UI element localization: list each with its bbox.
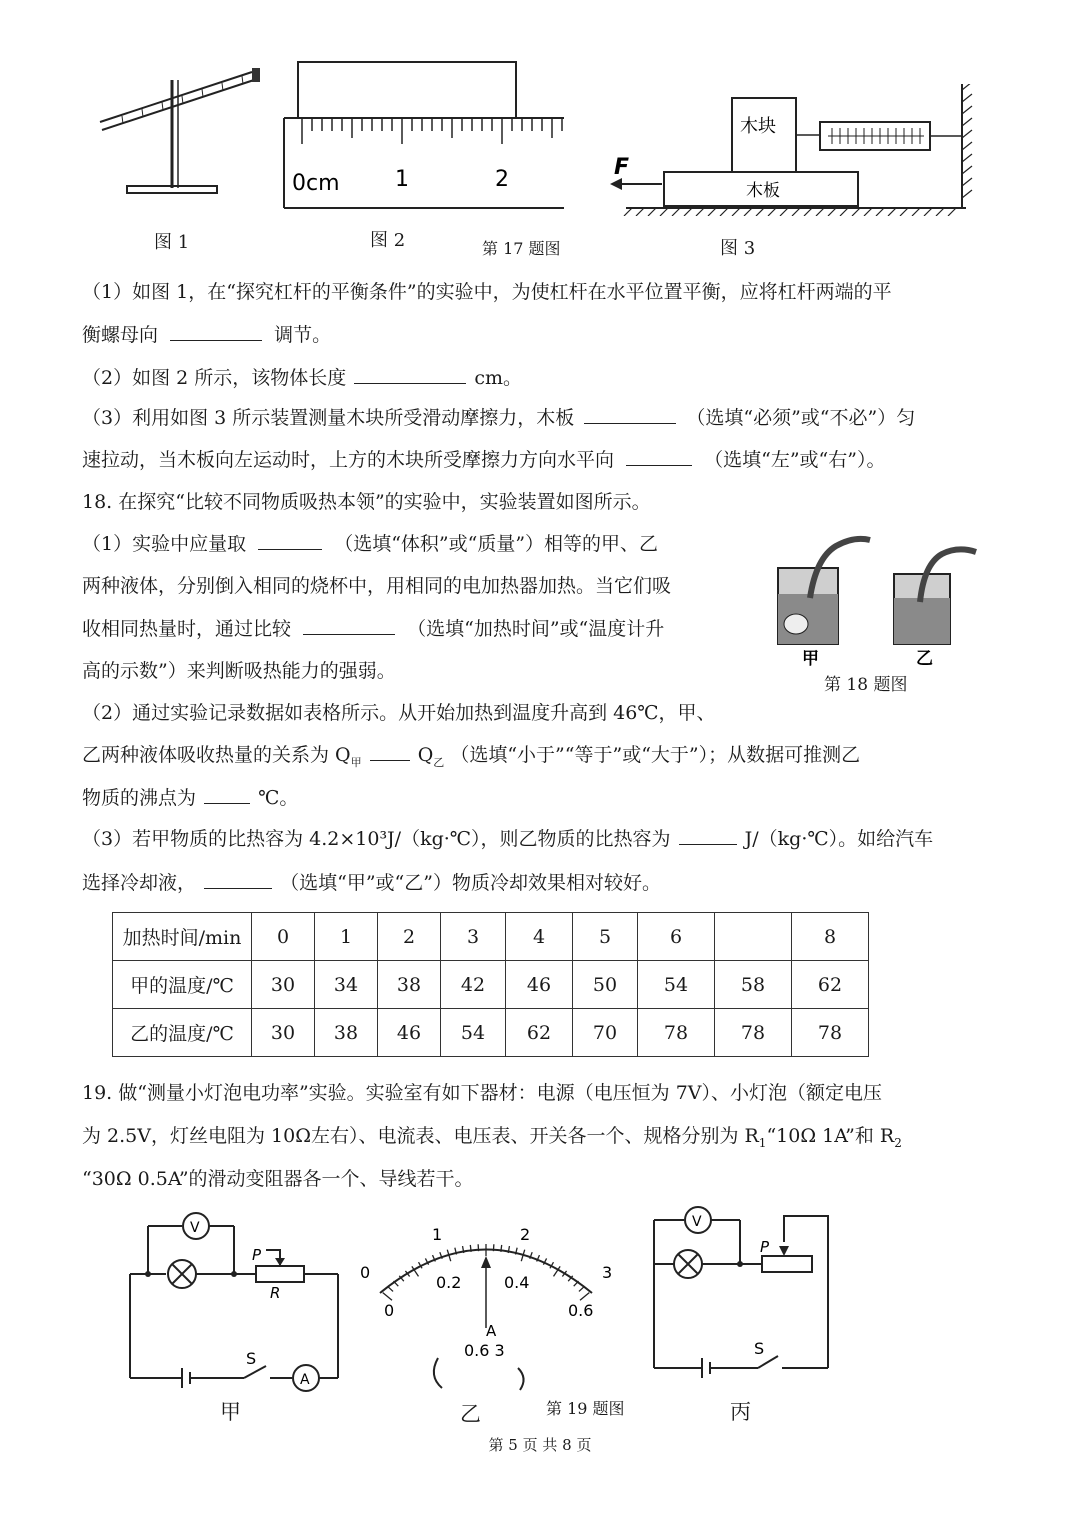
q18-part1-line1	[82, 531, 658, 557]
q18-part2-q: Q	[417, 744, 434, 766]
q18-part2-line1: （2）通过实验记录数据如表格所示。从开始加热到温度升高到 46℃，甲、	[82, 702, 716, 724]
q18-part1-options: （选填“体积”或“质量”）相等的甲、乙	[334, 533, 659, 555]
dial-terminals: 0.6 3	[464, 1341, 505, 1360]
table-cell: 62	[792, 961, 869, 1009]
q18-part2-answer-blank-2[interactable]	[204, 785, 250, 804]
fig19-b-label: 乙	[460, 1402, 481, 1426]
q18-part3-line1	[82, 826, 933, 852]
switch-label: S	[754, 1339, 765, 1358]
heating-data-table	[112, 912, 869, 1057]
q18-part3-text: （3）若甲物质的比热容为 4.2×10³J/（kg·℃），则乙物质的比热容为	[82, 828, 671, 850]
circuit-a	[120, 1212, 360, 1402]
table-cell: 42	[441, 961, 506, 1009]
q18-part3-answer-blank-2[interactable]	[204, 870, 272, 889]
ammeter-dial	[352, 1218, 622, 1398]
q18-part2-text-3: 物质的沸点为	[82, 787, 197, 809]
rheostat-label: R	[270, 1284, 281, 1302]
table-cell: 3	[441, 913, 506, 961]
table-cell: 8	[792, 913, 869, 961]
q17-part2-answer-blank[interactable]	[354, 365, 466, 384]
dial-top-tick: 3	[602, 1263, 613, 1282]
table-cell: 78	[715, 1009, 792, 1057]
q18-part3-answer-blank-1[interactable]	[679, 826, 737, 845]
table-cell: 30	[252, 1009, 315, 1057]
table-header-cell: 加热时间/min	[113, 913, 252, 961]
table-cell: 38	[315, 1009, 378, 1057]
q17-part3-text-2: 速拉动，当木板向左运动时，上方的木块所受摩擦力方向水平向	[82, 449, 615, 471]
table-cell: 70	[573, 1009, 638, 1057]
force-label: F	[614, 155, 630, 180]
q17-part3-answer-blank-2[interactable]	[626, 447, 692, 466]
dial-top-tick: 1	[432, 1225, 443, 1244]
ammeter-label: A	[300, 1372, 310, 1388]
slider-p-label: P	[760, 1238, 770, 1256]
q18-part1-options-2: （选填“加热时间”或“温度计升	[407, 618, 665, 640]
q18-part3-text-2: 选择冷却液，	[82, 872, 197, 894]
q18-part3-unit: J/（kg·℃）。如给汽车	[744, 828, 934, 850]
dial-unit-label: A	[486, 1322, 497, 1340]
fig19-a-label: 甲	[220, 1400, 241, 1424]
circuit-c	[632, 1202, 862, 1392]
ruler-one-label: 1	[395, 167, 409, 192]
q17-part3-options-2: （选填“左”或“右”）。	[704, 449, 886, 471]
fig19-c-label: 丙	[730, 1400, 751, 1424]
table-cell: 38	[378, 961, 441, 1009]
block-label: 木块	[740, 116, 776, 137]
table-header-cell: 乙的温度/℃	[113, 1009, 252, 1057]
q17-part3-answer-blank-1[interactable]	[584, 405, 676, 424]
table-cell: 50	[573, 961, 638, 1009]
table-cell: 78	[638, 1009, 715, 1057]
q18-q-a-subscript: 甲	[350, 755, 362, 769]
table-cell: 30	[252, 961, 315, 1009]
q18-part1-line2: 两种液体，分别倒入相同的烧杯中，用相同的电加热器加热。当它们吸	[82, 575, 672, 597]
q18-part1-line4: 高的示数”）来判断吸热能力的强弱。	[82, 660, 396, 682]
table-cell: 2	[378, 913, 441, 961]
table-cell: 1	[315, 913, 378, 961]
q17-part1-answer-blank[interactable]	[170, 322, 262, 341]
table-cell: 78	[792, 1009, 869, 1057]
q18-part2-line2	[82, 742, 860, 776]
table-header-cell: 甲的温度/℃	[113, 961, 252, 1009]
q18-part2-options: （选填“小于”“等于”或“大于”）；从数据可推测乙	[450, 744, 861, 766]
q18-q-b-subscript: 乙	[433, 755, 445, 769]
fig17-2-ruler	[282, 58, 567, 216]
table-cell: 6	[638, 913, 715, 961]
q17-part2-unit: cm。	[474, 367, 523, 389]
table-cell: 0	[252, 913, 315, 961]
page-footer: 第 5 页 共 8 页	[488, 1436, 592, 1454]
fig17-3-friction-setup	[606, 84, 986, 216]
q17-part3-line1	[82, 405, 915, 431]
q18-part1-text: （1）实验中应量取	[82, 533, 247, 555]
beaker-b	[894, 549, 976, 644]
fig1-caption: 图 1	[154, 232, 190, 253]
table-cell: 58	[715, 961, 792, 1009]
table-cell: 46	[378, 1009, 441, 1057]
q17-part3-line2	[82, 447, 885, 473]
table-cell: 46	[506, 961, 573, 1009]
q18-part3-line2	[82, 870, 661, 896]
dial-top-tick: 2	[520, 1225, 531, 1244]
q18-part2-line3	[82, 785, 298, 811]
q18-part3-options: （选填“甲”或“乙”）物质冷却效果相对较好。	[280, 872, 661, 894]
q17-part2	[82, 365, 522, 391]
r1-subscript: 1	[758, 1135, 767, 1150]
q17-part1-line1: （1）如图 1，在“探究杠杆的平衡条件”的实验中，为使杠杆在水平位置平衡，应将杠杆两端的平	[82, 281, 892, 303]
dial-bottom-tick: 0	[384, 1301, 395, 1320]
table-cell: 4	[506, 913, 573, 961]
q17-part3-options: （选填“必须”或“不必”）匀	[686, 407, 916, 429]
q18-part1-answer-blank-1[interactable]	[258, 531, 322, 550]
q17-part3-text: （3）利用如图 3 所示装置测量木块所受滑动摩擦力，木板	[82, 407, 575, 429]
q18-part1-text-3: 收相同热量时，通过比较	[82, 618, 292, 640]
beaker-b-label: 乙	[916, 649, 933, 668]
q17-part2-text: （2）如图 2 所示，该物体长度	[82, 367, 347, 389]
table-row	[113, 1009, 869, 1057]
q19-line2-text-2: “10Ω 1A”和 R	[766, 1125, 895, 1147]
table-cell: 54	[638, 961, 715, 1009]
q19-line2	[82, 1123, 902, 1156]
table-cell: 62	[506, 1009, 573, 1057]
dial-bottom-tick: 0.2	[436, 1273, 462, 1292]
fig2-caption: 图 2	[370, 230, 406, 251]
q19-figure-caption: 第 19 题图	[546, 1399, 625, 1418]
q18-part1-answer-blank-2[interactable]	[303, 616, 395, 635]
q19-line3: “30Ω 0.5A”的滑动变阻器各一个、导线若干。	[82, 1168, 474, 1190]
q18-part1-line3	[82, 616, 664, 642]
q18-intro: 18. 在探究“比较不同物质吸热本领”的实验中，实验装置如图所示。	[82, 491, 651, 513]
q19-line2-text: 为 2.5V，灯丝电阻为 10Ω左右）、电流表、电压表、开关各一个、规格分别为 R	[82, 1125, 759, 1147]
r2-subscript: 2	[894, 1135, 902, 1150]
dial-top-tick: 0	[360, 1263, 371, 1282]
fig17-1-lever	[92, 60, 272, 210]
board-label: 木板	[746, 181, 780, 201]
q17-part1-text: 衡螺母向	[82, 324, 159, 346]
ruler-two-label: 2	[495, 167, 509, 192]
table-cell	[715, 913, 792, 961]
q18-part2-unit: ℃。	[258, 787, 299, 809]
q17-part1-line2	[82, 322, 331, 348]
table-cell: 34	[315, 961, 378, 1009]
table-row	[113, 961, 869, 1009]
slider-p-label: P	[252, 1246, 262, 1264]
q18-part2-answer-blank-1[interactable]	[370, 742, 410, 761]
q17-figure-caption: 第 17 题图	[482, 239, 561, 258]
dial-bottom-tick: 0.6	[568, 1301, 594, 1320]
dial-bottom-tick: 0.4	[504, 1273, 530, 1292]
beaker-a-label: 甲	[802, 649, 819, 668]
ruler-zero-label: 0cm	[292, 171, 340, 196]
q19-line1: 19. 做“测量小灯泡电功率”实验。实验室有如下器材：电源（电压恒为 7V）、小灯泡（额定电压	[82, 1082, 883, 1104]
table-row	[113, 913, 869, 961]
q17-part1-text-end: 调节。	[274, 324, 332, 346]
q18-part2-text: 乙两种液体吸收热量的关系为 Q	[82, 744, 351, 766]
q18-figure-caption: 第 18 题图	[824, 675, 908, 695]
beaker-a	[778, 539, 870, 644]
table-cell: 5	[573, 913, 638, 961]
switch-label: S	[246, 1349, 257, 1368]
voltmeter-label: V	[692, 1214, 702, 1230]
fig18-beakers	[770, 528, 1000, 668]
table-cell: 54	[441, 1009, 506, 1057]
voltmeter-label: V	[190, 1220, 200, 1236]
fig3-caption: 图 3	[720, 238, 756, 259]
